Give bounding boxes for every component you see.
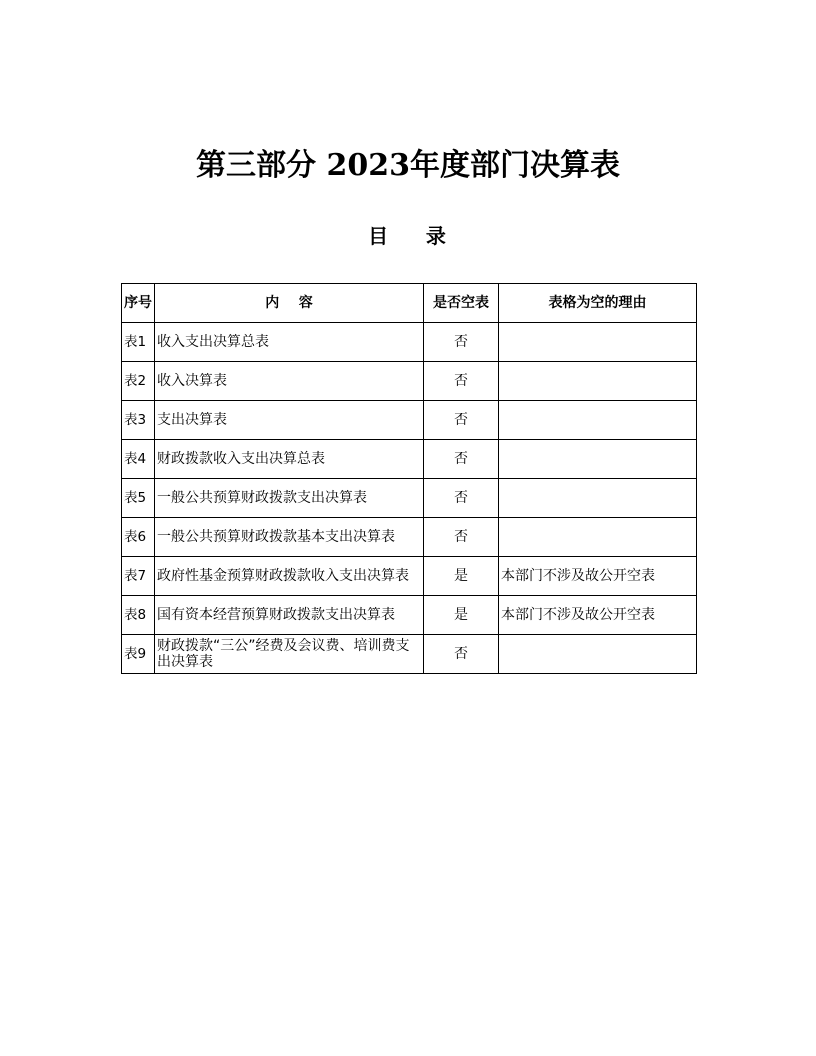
row-is-empty: 否 [424, 518, 499, 557]
row-content: 收入支出决算总表 [155, 323, 424, 362]
row-reason [499, 635, 697, 674]
row-reason [499, 362, 697, 401]
table-row [122, 440, 697, 479]
row-seq: 表4 [122, 440, 155, 479]
header-reason: 表格为空的理由 [499, 284, 697, 323]
row-content: 政府性基金预算财政拨款收入支出决算表 [155, 557, 424, 596]
row-is-empty: 否 [424, 323, 499, 362]
row-reason [499, 440, 697, 479]
row-content: 财政拨款收入支出决算总表 [155, 440, 424, 479]
row-content: 收入决算表 [155, 362, 424, 401]
row-is-empty: 是 [424, 557, 499, 596]
row-is-empty: 否 [424, 401, 499, 440]
row-reason: 本部门不涉及故公开空表 [499, 596, 697, 635]
row-reason [499, 518, 697, 557]
row-content: 支出决算表 [155, 401, 424, 440]
row-seq: 表7 [122, 557, 155, 596]
table-row [122, 635, 697, 674]
table-row [122, 362, 697, 401]
table-row [122, 557, 697, 596]
page-title: 第三部分 2023年度部门决算表 [196, 148, 620, 183]
table-row [122, 401, 697, 440]
row-seq: 表3 [122, 401, 155, 440]
row-seq: 表2 [122, 362, 155, 401]
row-is-empty: 否 [424, 362, 499, 401]
row-seq: 表6 [122, 518, 155, 557]
row-content: 财政拨款“三公”经费及会议费、培训费支出决算表 [155, 635, 424, 674]
row-reason [499, 323, 697, 362]
row-reason [499, 401, 697, 440]
row-seq: 表9 [122, 635, 155, 674]
row-reason: 本部门不涉及故公开空表 [499, 557, 697, 596]
header-seq: 序号 [122, 284, 155, 323]
row-seq: 表5 [122, 479, 155, 518]
row-reason [499, 479, 697, 518]
row-is-empty: 是 [424, 596, 499, 635]
header-content: 内 容 [155, 284, 424, 323]
row-is-empty: 否 [424, 440, 499, 479]
toc-heading: 目 录 [368, 224, 448, 248]
table-row [122, 596, 697, 635]
row-content: 国有资本经营预算财政拨款支出决算表 [155, 596, 424, 635]
row-seq: 表8 [122, 596, 155, 635]
row-content: 一般公共预算财政拨款基本支出决算表 [155, 518, 424, 557]
row-content: 一般公共预算财政拨款支出决算表 [155, 479, 424, 518]
row-is-empty: 否 [424, 635, 499, 674]
row-is-empty: 否 [424, 479, 499, 518]
row-seq: 表1 [122, 323, 155, 362]
table-row [122, 479, 697, 518]
table-header-row [122, 284, 697, 323]
table-row [122, 323, 697, 362]
header-is-empty: 是否空表 [424, 284, 499, 323]
table-row [122, 518, 697, 557]
toc-table [121, 283, 697, 674]
